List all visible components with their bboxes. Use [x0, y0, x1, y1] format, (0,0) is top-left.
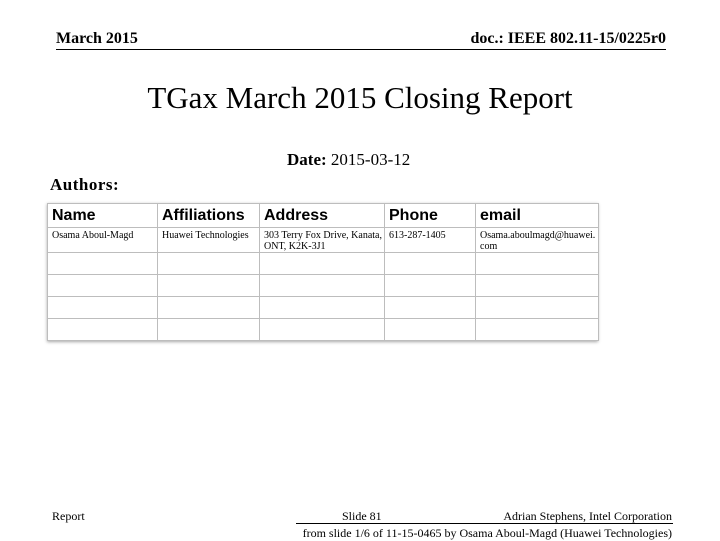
empty-cell — [385, 319, 476, 341]
empty-cell — [158, 253, 260, 275]
empty-cell — [260, 253, 385, 275]
table-row — [48, 228, 599, 253]
column-header-phone: Phone — [385, 204, 476, 228]
date-value: 2015-03-12 — [330, 150, 411, 169]
column-header-name: Name — [48, 204, 158, 228]
table-row — [48, 253, 599, 275]
footer-slide-number: Slide 81 — [342, 509, 382, 523]
footer-author: Adrian Stephens, Intel Corporation — [503, 509, 672, 523]
empty-cell — [158, 319, 260, 341]
empty-cell — [476, 253, 599, 275]
authors-table — [47, 203, 599, 341]
author-email-cell: Osama.aboulmagd@huawei.com — [476, 228, 599, 253]
header-date: March 2015 — [56, 30, 138, 47]
author-affiliation-cell: Huawei Technologies — [158, 228, 260, 253]
empty-cell — [385, 297, 476, 319]
empty-cell — [260, 319, 385, 341]
footer-report-label: Report — [52, 509, 85, 523]
author-phone-cell: 613-287-1405 — [385, 228, 476, 253]
table-row — [48, 297, 599, 319]
authors-label: Authors: — [50, 175, 120, 194]
author-address-cell: 303 Terry Fox Drive, Kanata, ONT, K2K-3J1 — [260, 228, 385, 253]
empty-cell — [260, 275, 385, 297]
header-doc-id: doc.: IEEE 802.11-15/0225r0 — [470, 30, 666, 47]
empty-cell — [476, 297, 599, 319]
column-header-address: Address — [260, 204, 385, 228]
column-header-affiliations: Affiliations — [158, 204, 260, 228]
column-header-email: email — [476, 204, 599, 228]
empty-cell — [48, 253, 158, 275]
empty-cell — [48, 275, 158, 297]
table-header-row — [48, 204, 599, 228]
slide-title: TGax March 2015 Closing Report — [147, 80, 573, 115]
empty-cell — [476, 319, 599, 341]
date-label: Date: — [287, 150, 327, 169]
empty-cell — [158, 275, 260, 297]
empty-cell — [385, 253, 476, 275]
empty-cell — [476, 275, 599, 297]
author-name-cell: Osama Aboul-Magd — [48, 228, 158, 253]
empty-cell — [260, 297, 385, 319]
header-divider — [56, 49, 666, 50]
date-line — [287, 150, 410, 170]
empty-cell — [48, 319, 158, 341]
table-row — [48, 275, 599, 297]
empty-cell — [385, 275, 476, 297]
empty-cell — [158, 297, 260, 319]
authors-table-container — [47, 203, 598, 341]
table-row — [48, 319, 599, 341]
empty-cell — [48, 297, 158, 319]
footer-source-note: from slide 1/6 of 11-15-0465 by Osama Aboul-Magd (Huawei Technologies) — [302, 526, 672, 540]
